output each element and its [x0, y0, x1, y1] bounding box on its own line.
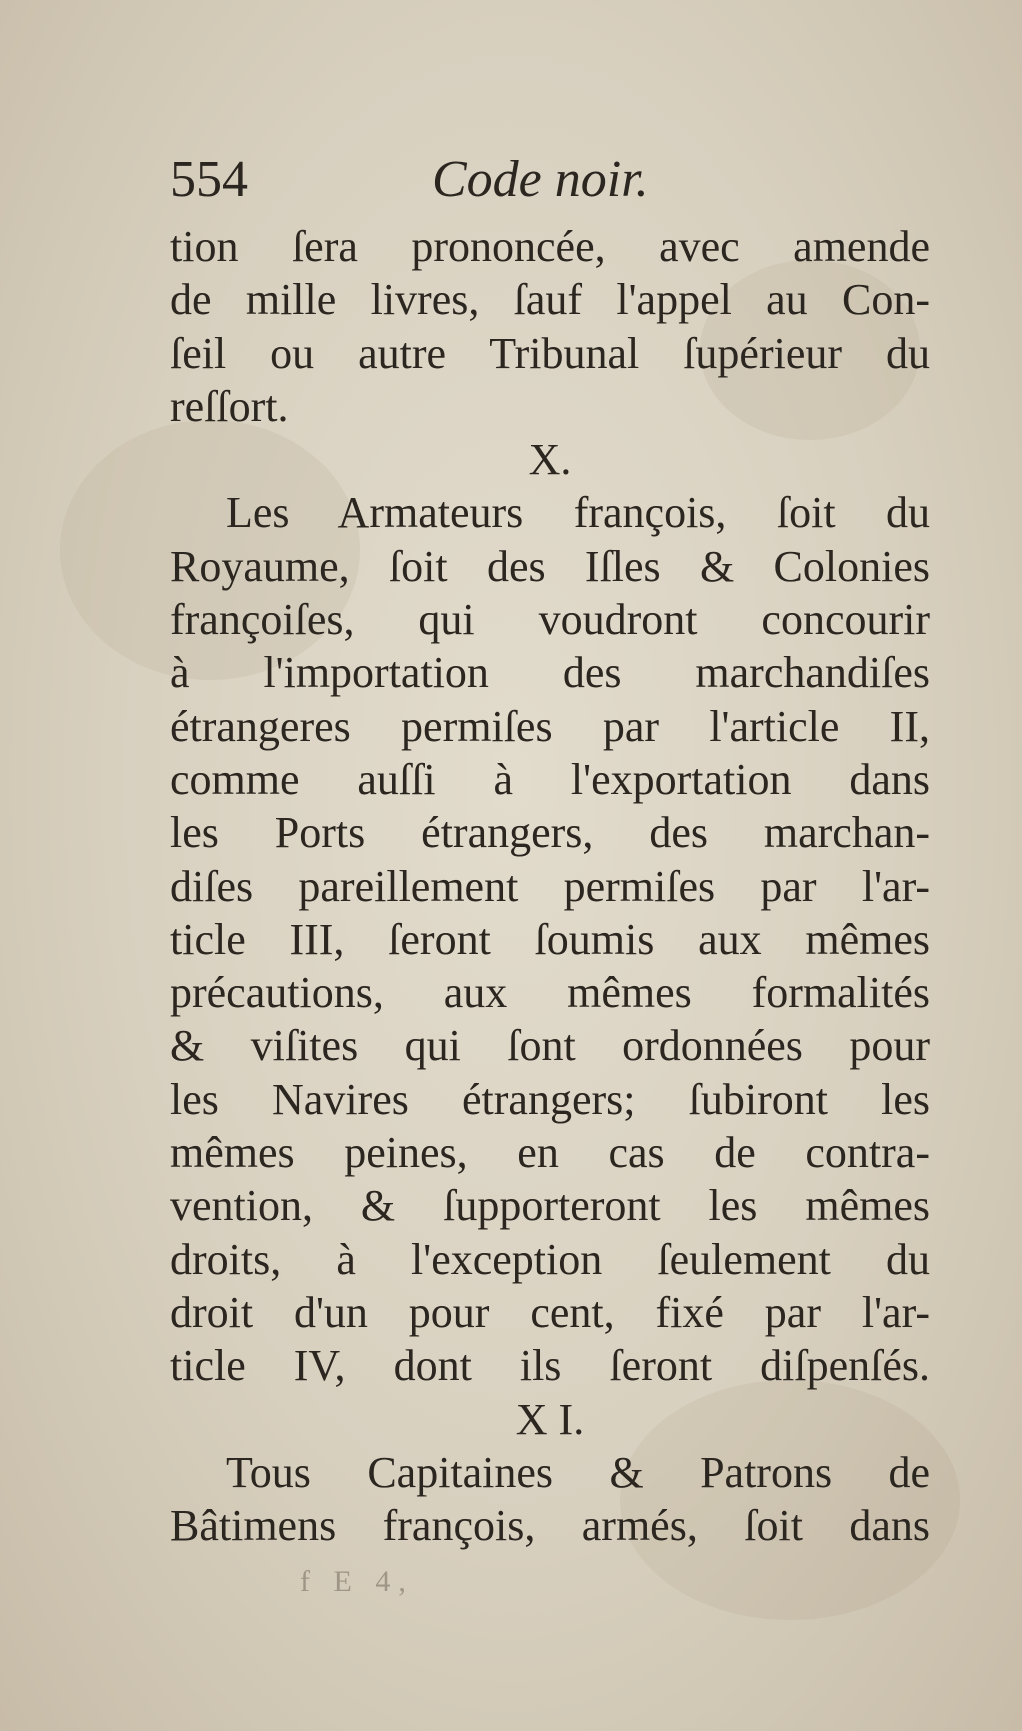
- text-line: à l'importation des marchandiſes: [170, 648, 930, 698]
- text-line: Les Armateurs françois, ſoit du: [226, 488, 930, 538]
- running-title: Code noir.: [432, 151, 649, 208]
- text-line: Royaume, ſoit des Iſles & Colonies: [170, 541, 930, 591]
- page-header: [170, 140, 930, 220]
- article-heading: X.: [528, 435, 572, 485]
- page-number: 554: [170, 151, 248, 208]
- text-line: & viſites qui ſont ordonnées pour: [170, 1021, 930, 1071]
- article-paragraph: [170, 486, 930, 1392]
- text-line: précautions, aux mêmes formalités: [170, 968, 930, 1018]
- text-line: ticle IV, dont ils ſeront diſpenſés.: [170, 1341, 930, 1391]
- text-line: reſſort.: [170, 381, 289, 431]
- text-line: ſeil ou autre Tribunal ſupérieur du: [170, 328, 930, 378]
- text-line: Bâtimens françois, armés, ſoit dans: [170, 1501, 930, 1551]
- text-line: droit d'un pour cent, fixé par l'ar-: [170, 1287, 930, 1337]
- text-line: de mille livres, ſauf l'appel au Con-: [170, 275, 930, 325]
- text-line: diſes pareillement permiſes par l'ar-: [170, 861, 930, 911]
- text-line: Tous Capitaines & Patrons de: [226, 1447, 930, 1497]
- text-line: tion ſera prononcée, avec amende: [170, 222, 930, 271]
- text-line: étrangeres permiſes par l'article II,: [170, 701, 930, 751]
- text-line: droits, à l'exception ſeulement du: [170, 1234, 930, 1284]
- text-line: mêmes peines, en cas de contra-: [170, 1128, 930, 1178]
- signature-mark: f E 4,: [300, 1565, 414, 1598]
- text-line: vention, & ſupporteront les mêmes: [170, 1181, 930, 1231]
- text-line: ticle III, ſeront ſoumis aux mêmes: [170, 914, 930, 964]
- text-line: comme auſſi à l'exportation dans: [170, 754, 930, 804]
- page-text: [170, 140, 930, 1552]
- article-paragraph: [170, 1446, 930, 1553]
- text-line: françoiſes, qui voudront concourir: [170, 595, 930, 645]
- text-line: les Ports étrangers, des marchan-: [170, 808, 930, 858]
- continuation-paragraph: [170, 220, 930, 433]
- text-line: les Navires étrangers; ſubiront les: [170, 1074, 930, 1124]
- article-heading: X I.: [515, 1394, 585, 1444]
